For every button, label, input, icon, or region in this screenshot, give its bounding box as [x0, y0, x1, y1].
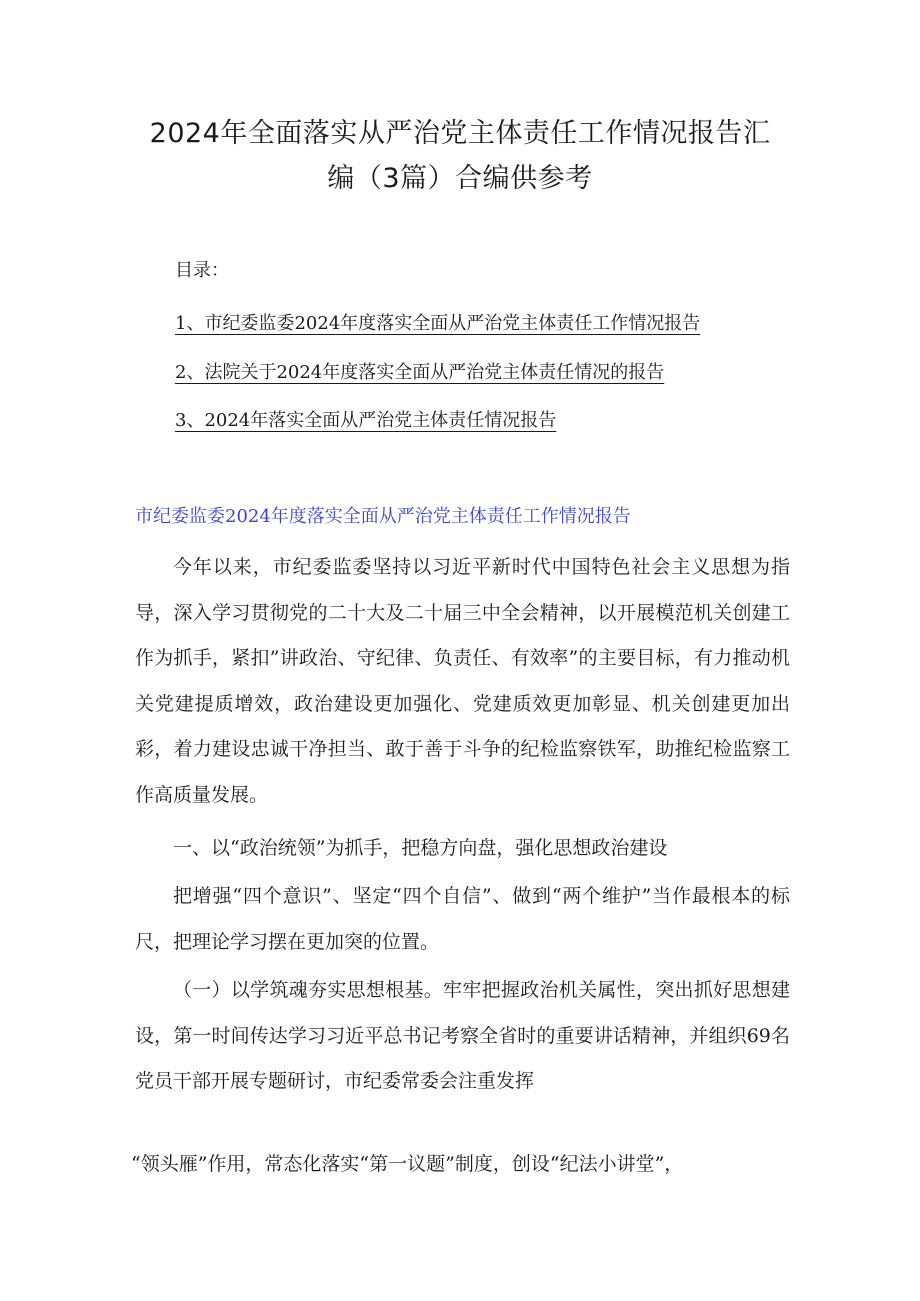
- body-paragraph-4: “领头雁”作用，常态化落实“第一议题”制度，创设“纪法小讲堂”，: [131, 1153, 684, 1175]
- body-paragraph-2: 把增强“四个意识”、坚定“四个自信”、做到“两个维护”当作最根本的标尺，把理论学习摆在更加突的位置。: [135, 885, 790, 953]
- toc-item-1[interactable]: 1、市纪委监委2024年度落实全面从严治党主体责任工作情况报告: [175, 313, 701, 334]
- body-paragraph-3: （一）以学筑魂夯实思想根基。牢牢把握政治机关属性，突出抓好思想建设，第一时间传达学习习近平总书记考察全省时的重要讲话精神，并组织69名党员干部开展专题研讨，市纪委常委会注重发挥: [135, 979, 790, 1092]
- document-title-line-1: 2024年全面落实从严治党主体责任工作情况报告汇: [149, 118, 771, 149]
- body-heading-1: 一、以“政治统领”为抓手，把稳方向盘，强化思想政治建设: [173, 837, 668, 859]
- document-title-line-2: 编（3篇）合编供参考: [327, 163, 593, 194]
- toc-item-2[interactable]: 2、法院关于2024年度落实全面从严治党主体责任情况的报告: [175, 362, 665, 383]
- toc-label: 目录：: [175, 260, 229, 281]
- section-heading: 市纪委监委2024年度落实全面从严治党主体责任工作情况报告: [135, 506, 631, 527]
- body-paragraph-1: 今年以来，市纪委监委坚持以习近平新时代中国特色社会主义思想为指导，深入学习贯彻党的二十大及二十届三中全会精神，以开展模范机关创建工作为抓手，紧扣”讲政治、守纪律、负责任、有效率”的主要目标，有力推动机关党建提质增效，政治建设更加强化、党建质效更加彰显、机关创建更加出彩，着力建设忠诚干净担当、敢于善于斗争的纪检监察铁军，助推纪检监察工作高质量发展。: [135, 556, 790, 806]
- toc-item-3[interactable]: 3、2024年落实全面从严治党主体责任情况报告: [175, 410, 557, 431]
